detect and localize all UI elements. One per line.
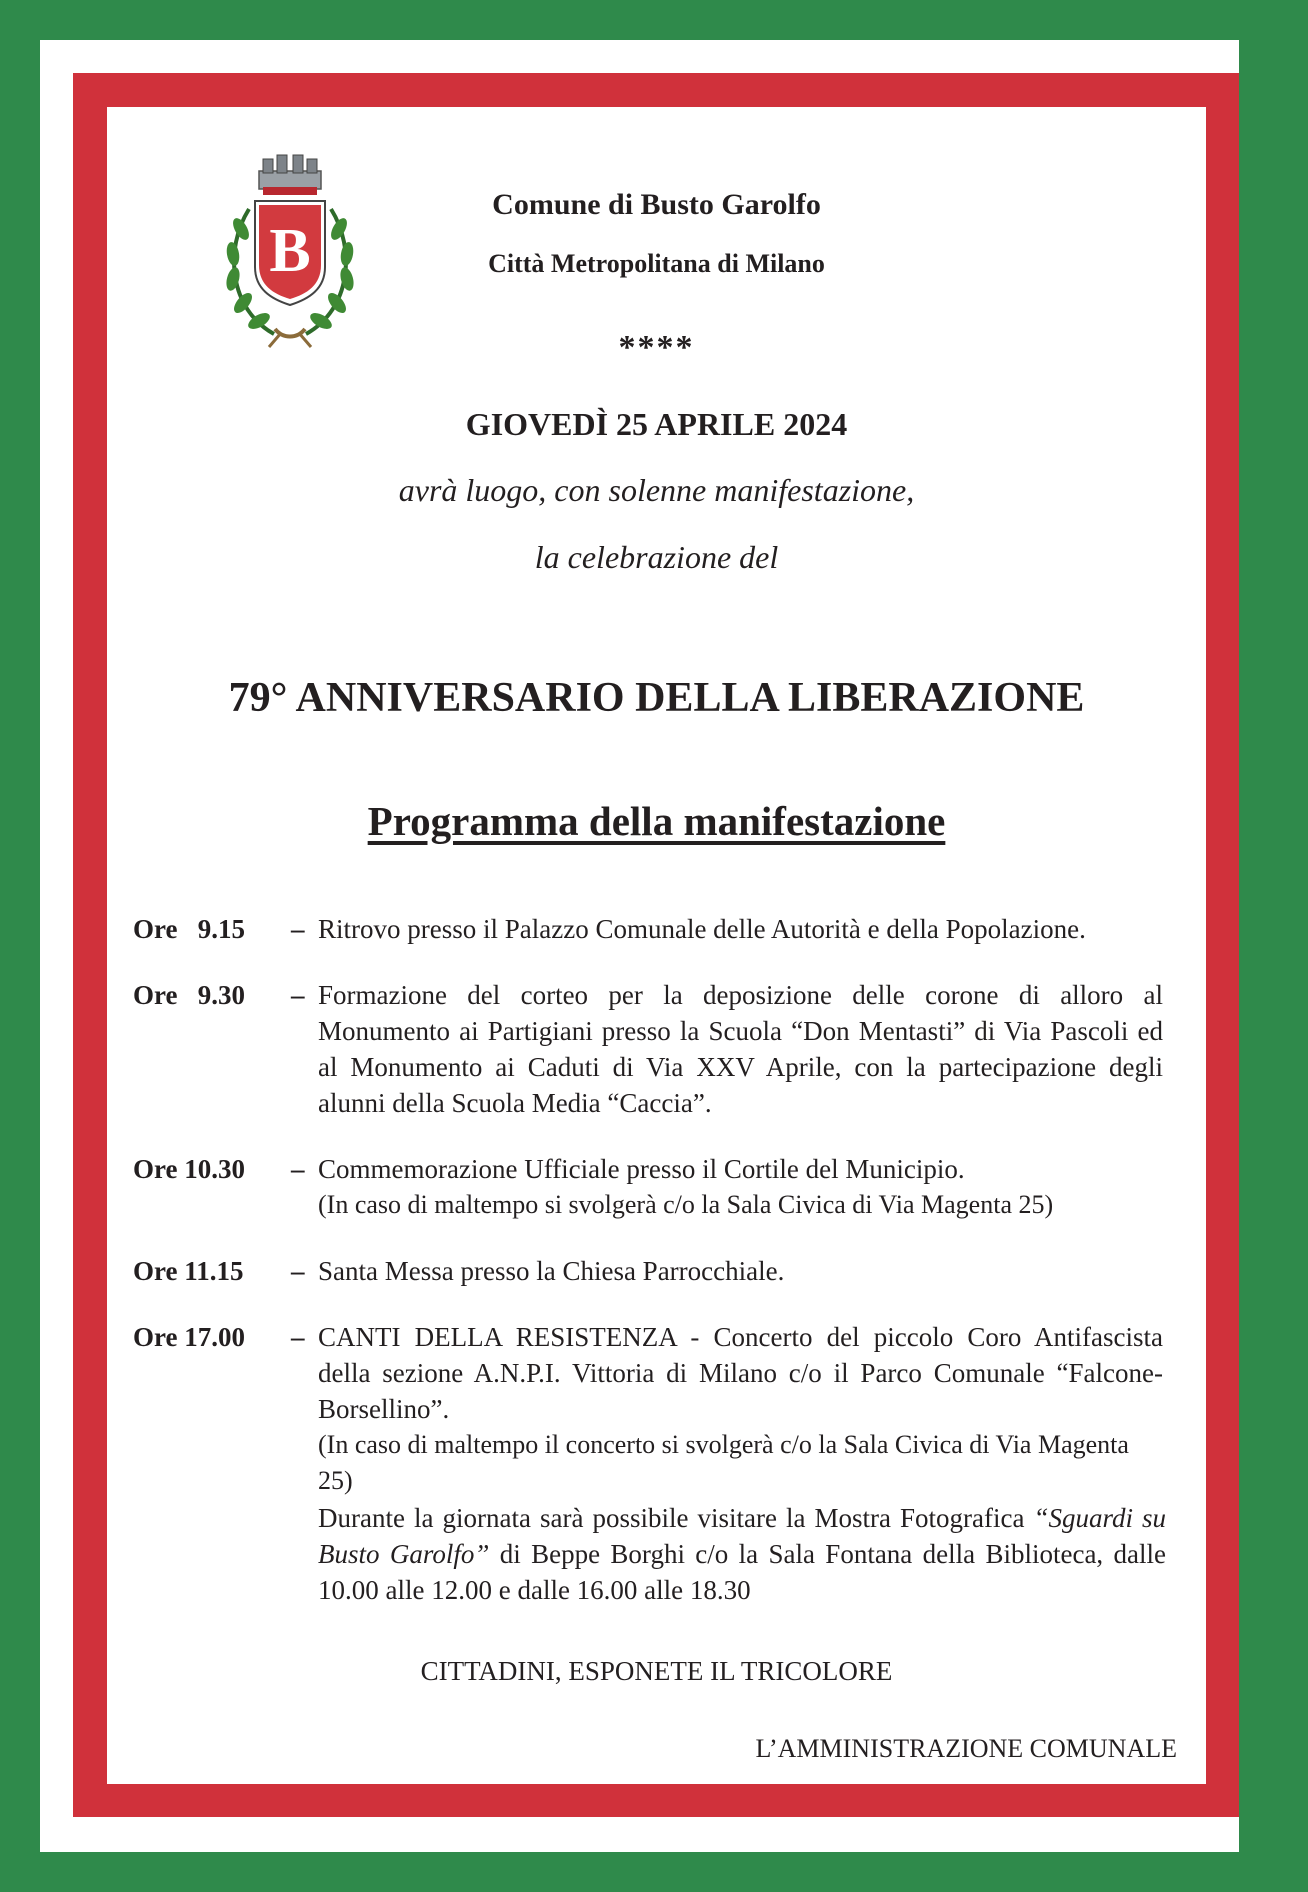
separator: **** — [618, 329, 695, 366]
event-time: Ore 9.15 — [133, 914, 245, 944]
signature: L’AMMINISTRAZIONE COMUNALE — [755, 1734, 1177, 1763]
event-dash: – — [291, 980, 305, 1010]
program-item — [133, 1253, 1163, 1289]
event-date: GIOVEDÌ 25 APRILE 2024 — [465, 406, 848, 442]
program-item — [133, 1319, 1163, 1499]
poster-page — [107, 107, 1206, 1784]
event-description — [310, 977, 1163, 1121]
anniversary-title: 79° ANNIVERSARIO DELLA LIBERAZIONE — [228, 675, 1085, 721]
event-dash: – — [291, 914, 305, 944]
event-time: Ore 17.00 — [133, 1322, 245, 1352]
event-time: Ore 9.30 — [133, 980, 245, 1010]
municipality-name: Comune di Busto Garolfo — [492, 188, 821, 221]
program-item — [133, 1151, 1163, 1223]
program-item — [133, 911, 1163, 947]
exhibit-text-after: di Beppe Borghi c/o la Sala Fontana della Biblioteca, dalle 10.00 alle 12.00 e dalle 16.00 alle 18.30 — [318, 1539, 1167, 1605]
exhibit-title: “Sguardi su Busto Garolfo” — [318, 1503, 1167, 1569]
metropolitan-city: Città Metropolitana di Milano — [488, 249, 825, 278]
event-time: Ore 10.30 — [133, 1154, 245, 1184]
event-text: Commemorazione Ufficiale presso il Cortile del Municipio. — [318, 1154, 965, 1184]
event-text: Formazione del corteo per la deposizione delle corone di alloro al Monumento ai Partigiani presso la Scuola “Don Mentasti” di Via Pascoli ed al Monumento ai Caduti di Via XXV Aprile, con la partecipazione degli alunni della Scuola Media “Caccia”. — [318, 980, 1163, 1118]
program-heading: Programma della manifestazione — [367, 798, 946, 844]
event-text: Santa Messa presso la Chiesa Parrocchiale. — [318, 1256, 785, 1286]
svg-text:B: B — [269, 217, 311, 285]
exhibit-notice — [318, 1500, 1166, 1608]
event-time: Ore 11.15 — [133, 1256, 244, 1286]
intro-line-2: la celebrazione del — [534, 539, 779, 575]
citizen-appeal — [107, 1656, 1206, 1687]
event-description — [310, 1319, 1163, 1499]
event-description — [310, 1253, 1163, 1289]
event-dash: – — [291, 1256, 305, 1286]
program-list — [133, 911, 1163, 1529]
event-text: CANTI DELLA RESISTENZA - Concerto del piccolo Coro Antifascista della sezione A.N.P.I. Vittoria di Milano c/o il Parco Comunale “Falcone-Borsellino”. — [318, 1322, 1163, 1424]
event-note: (In caso di maltempo il concerto si svolgerà c/o la Sala Civica di Via Magenta 25) — [318, 1430, 1129, 1495]
event-dash: – — [291, 1154, 305, 1184]
program-item — [133, 977, 1163, 1121]
event-description — [310, 1151, 1163, 1223]
event-description — [310, 911, 1163, 947]
event-dash: – — [291, 1322, 305, 1352]
citizen-appeal-text: CITTADINI, ESPONETE IL TRICOLORE — [420, 1656, 893, 1686]
exhibit-text-before: Durante la giornata sarà possibile visitare la Mostra Fotografica — [318, 1503, 1034, 1533]
intro-line-1: avrà luogo, con solenne manifestazione, — [398, 472, 915, 508]
event-text: Ritrovo presso il Palazzo Comunale delle Autorità e della Popolazione. — [318, 914, 1086, 944]
event-note: (In caso di maltempo si svolgerà c/o la Sala Civica di Via Magenta 25) — [318, 1190, 1054, 1219]
